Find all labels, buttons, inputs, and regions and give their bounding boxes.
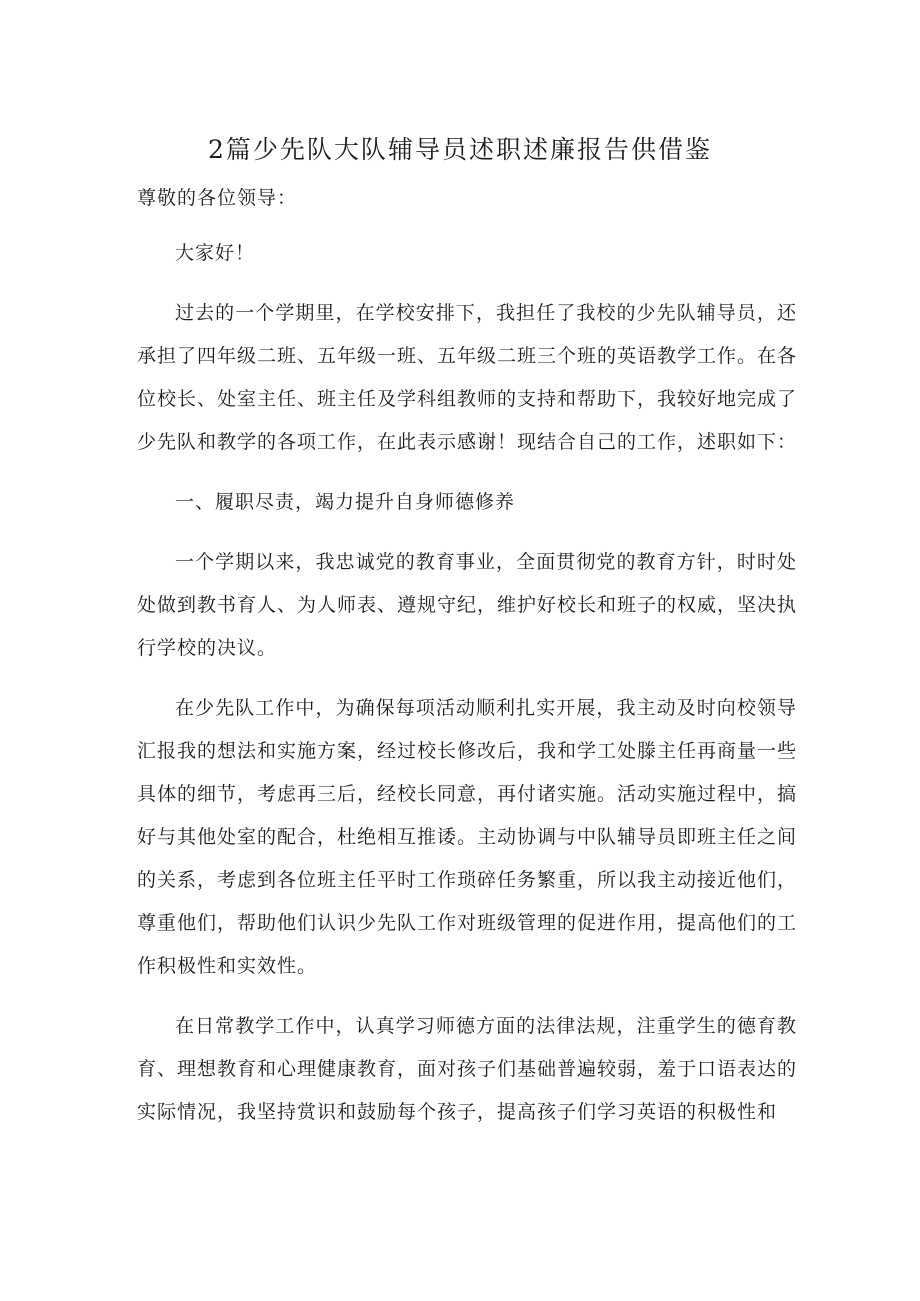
- paragraph-teaching-work: 在日常教学工作中，认真学习师德方面的法律法规，注重学生的德育教育、理想教育和心理健康教育，面对孩子们基础普遍较弱，羞于口语表达的实际情况，我坚持赏识和鼓励每个孩子，提高孩子们学习英语的积极性和: [137, 1015, 798, 1123]
- section-heading-1: 一、履职尽责，竭力提升自身师德修养: [175, 491, 516, 513]
- paragraph-intro: 过去的一个学期里，在学校安排下，我担任了我校的少先队辅导员，还承担了四年级二班、五年级一班、五年级二班三个班的英语教学工作。在各位校长、处室主任、班主任及学科组教师的支持和帮助下，我较好地完成了少先队和教学的各项工作，在此表示感谢！现结合自己的工作，述职如下：: [137, 302, 798, 453]
- paragraph-greeting: 大家好！: [175, 242, 256, 264]
- paragraph-loyalty: 一个学期以来，我忠诚党的教育事业，全面贯彻党的教育方针，时时处处做到教书育人、为人师表、遵规守纪，维护好校长和班子的权威，坚决执行学校的决议。: [137, 551, 798, 659]
- document-title: 2篇少先队大队辅导员述职述廉报告供借鉴: [208, 135, 712, 164]
- document-body: [137, 232, 797, 1151]
- paragraph-young-pioneers-work: 在少先队工作中，为确保每项活动顺利扎实开展，我主动及时向校领导汇报我的想法和实施方案，经过校长修改后，我和学工处滕主任再商量一些具体的细节，考虑再三后，经校长同意，再付诸实施。活动实施过程中，搞好与其他处室的配合，杜绝相互推诿。主动协调与中队辅导员即班主任之间的关系，考虑到各位班主任平时工作琐碎任务繁重，所以我主动接近他们，尊重他们，帮助他们认识少先队工作对班级管理的促进作用，提高他们的工作积极性和实效性。: [137, 697, 798, 977]
- salutation: 尊敬的各位领导：: [137, 187, 298, 209]
